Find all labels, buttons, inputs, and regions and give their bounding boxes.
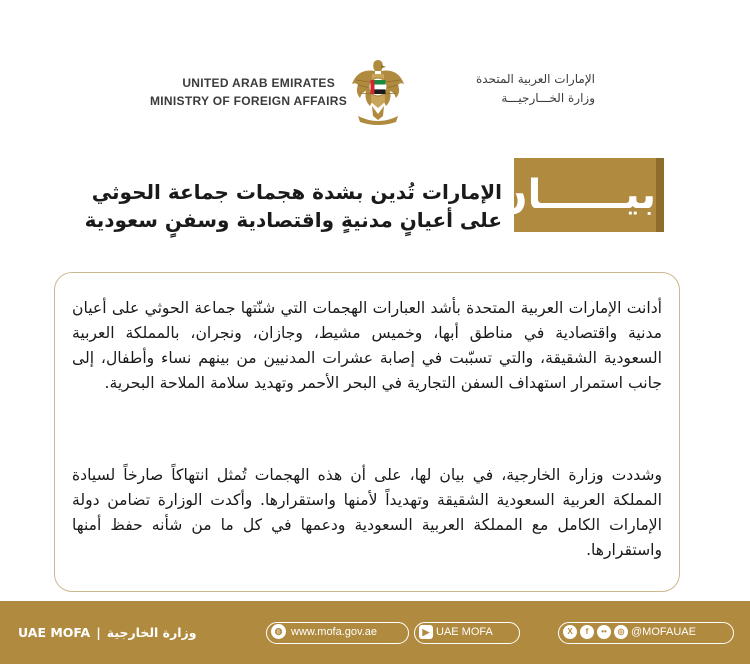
facebook-icon[interactable]: f bbox=[580, 625, 594, 639]
statement-badge-edge bbox=[656, 158, 664, 232]
website-url: www.mofa.gov.ae bbox=[291, 626, 378, 638]
statement-paragraph-1: أدانت الإمارات العربية المتحدة بأشد العبارات الهجمات التي شنّتها جماعة الحوثي على أعيان مدنية واقتصادية في مناطق أبها، وخميس مشيط، وجازان، ونجران، بالمملكة العربية السعودية الشقيقة، والتي تسبّبت في إصابة عشرات المدنيين من بينهم نساء وأطفال، إلى جانب استمرار استهداف السفن التجارية في البحر الأحمر وتهديد سلامة الملاحة البحرية. bbox=[72, 299, 662, 392]
youtube-icon: ▶ bbox=[419, 625, 433, 639]
x-icon[interactable]: X bbox=[563, 625, 577, 639]
english-line-1: UNITED ARAB EMIRATES bbox=[182, 76, 335, 90]
youtube-handle: UAE MOFA bbox=[436, 626, 493, 638]
headline-line-1: الإمارات تُدين بشدة هجمات جماعة الحوثي bbox=[91, 180, 502, 204]
social-links[interactable] bbox=[558, 622, 734, 644]
statement-headline bbox=[60, 178, 502, 234]
globe-icon: ◍ bbox=[271, 624, 286, 639]
uae-emblem-icon bbox=[350, 58, 406, 126]
footer-brand-english: UAE MOFA bbox=[18, 625, 91, 640]
ministry-name-arabic bbox=[415, 70, 595, 108]
statement-paragraph-2: وشددت وزارة الخارجية، في بيان لها، على أن هذه الهجمات تُمثل انتهاكاً صارخاً لسيادة المملكة العربية السعودية الشقيقة وتهديداً لأمنها واستقرارها. وأكدت الوزارة تضامن دولة الإمارات الكامل مع المملكة العربية السعودية ودعمها في كل ما من شأنه حفظ أمنها واستقرارها. bbox=[72, 466, 662, 559]
social-handle: @MOFAUAE bbox=[631, 626, 696, 638]
footer-brand-arabic: وزارة الخارجية bbox=[106, 625, 197, 640]
youtube-link[interactable] bbox=[414, 622, 520, 644]
instagram-icon[interactable]: ◎ bbox=[614, 625, 628, 639]
footer-brand bbox=[18, 623, 197, 643]
statement-badge-label: بيــــــان bbox=[493, 172, 656, 218]
letterhead bbox=[0, 0, 750, 140]
arabic-line-1: الإمارات العربية المتحدة bbox=[476, 72, 595, 86]
english-line-2: MINISTRY OF FOREIGN AFFAIRS bbox=[150, 94, 347, 108]
footer-brand-separator: | bbox=[96, 625, 101, 640]
arabic-line-2: وزارة الخـــارجيـــة bbox=[501, 91, 595, 105]
flickr-icon[interactable]: •• bbox=[597, 625, 611, 639]
ministry-name-english bbox=[150, 74, 347, 110]
headline-line-2: على أعيانٍ مدنيةٍ واقتصادية وسفنٍ سعودية bbox=[84, 208, 502, 232]
website-link[interactable] bbox=[266, 622, 409, 644]
